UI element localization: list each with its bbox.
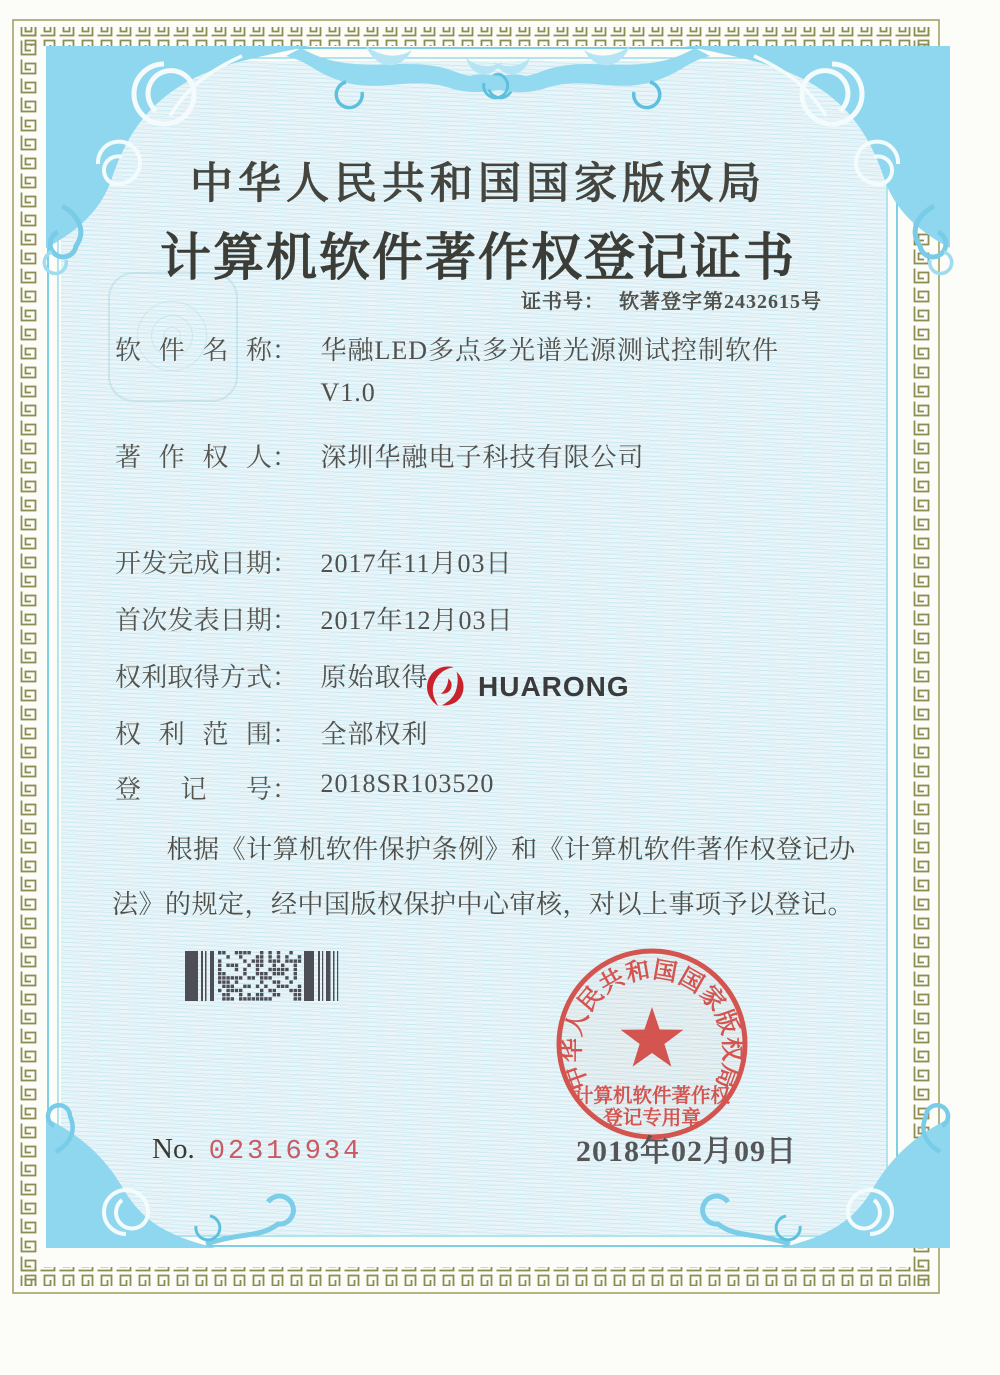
field-colon: ： bbox=[272, 549, 299, 578]
field-dev-complete-date bbox=[115, 543, 513, 580]
huarong-swirl-icon bbox=[424, 664, 470, 710]
huarong-logo bbox=[424, 664, 630, 710]
statement-paragraph: 根据《计算机软件保护条例》和《计算机软件著作权登记办法》的规定，经中国版权保护中心审核，对以上事项予以登记。 bbox=[112, 835, 856, 919]
field-value: 深圳华融电子科技有限公司 bbox=[320, 443, 645, 472]
field-label: 软件名称 bbox=[115, 336, 272, 365]
field-rights-scope bbox=[115, 714, 429, 751]
serial-line bbox=[152, 1133, 362, 1167]
certificate-number bbox=[521, 285, 822, 314]
field-registration-number bbox=[115, 769, 494, 806]
seal-ring-text: 中华人民共和国国家版权局 bbox=[559, 957, 745, 1093]
barcode bbox=[185, 951, 347, 1001]
field-value: 原始取得 bbox=[320, 663, 429, 692]
field-colon: ： bbox=[272, 336, 299, 365]
cert-number-value: 软著登字第2432615号 bbox=[619, 291, 822, 313]
field-label: 首次发表日期 bbox=[115, 606, 272, 635]
field-label: 登记号 bbox=[115, 775, 272, 804]
field-colon: ： bbox=[272, 663, 299, 692]
field-label: 著作权人 bbox=[115, 443, 272, 472]
field-rights-acquisition bbox=[115, 657, 429, 694]
field-label: 权利范围 bbox=[115, 720, 272, 749]
field-label: 开发完成日期 bbox=[115, 549, 272, 578]
field-copyright-owner bbox=[115, 437, 645, 474]
huarong-logo-text: HUARONG bbox=[478, 671, 630, 702]
field-label: 权利取得方式 bbox=[115, 663, 272, 692]
serial-number: 02316934 bbox=[208, 1137, 363, 1167]
field-colon: ： bbox=[272, 775, 299, 804]
issue-date: 2018年02月09日 bbox=[576, 1135, 797, 1168]
software-name: 华融LED多点多光谱光源测试控制软件 bbox=[320, 336, 780, 365]
certificate-title: 计算机软件著作权登记证书 bbox=[159, 231, 796, 287]
field-colon: ： bbox=[272, 720, 299, 749]
authority-title: 中华人民共和国国家版权局 bbox=[190, 161, 766, 208]
field-software-name bbox=[115, 330, 779, 408]
field-value bbox=[321, 330, 780, 408]
serial-prefix: No. bbox=[152, 1133, 195, 1165]
cert-number-label: 证书号： bbox=[521, 291, 605, 313]
field-value: 2018SR103520 bbox=[320, 769, 495, 798]
software-version: V1.0 bbox=[320, 378, 376, 407]
field-first-publish-date bbox=[115, 600, 514, 637]
seal-line1: 计算机软件著作权 bbox=[573, 1086, 731, 1107]
seal-line2: 登记专用章 bbox=[603, 1108, 701, 1129]
official-seal bbox=[552, 946, 752, 1146]
field-colon: ： bbox=[272, 443, 299, 472]
field-value: 2017年12月03日 bbox=[320, 606, 514, 635]
field-value: 全部权利 bbox=[320, 720, 429, 749]
field-value: 2017年11月03日 bbox=[320, 549, 513, 578]
field-colon: ： bbox=[272, 606, 299, 635]
